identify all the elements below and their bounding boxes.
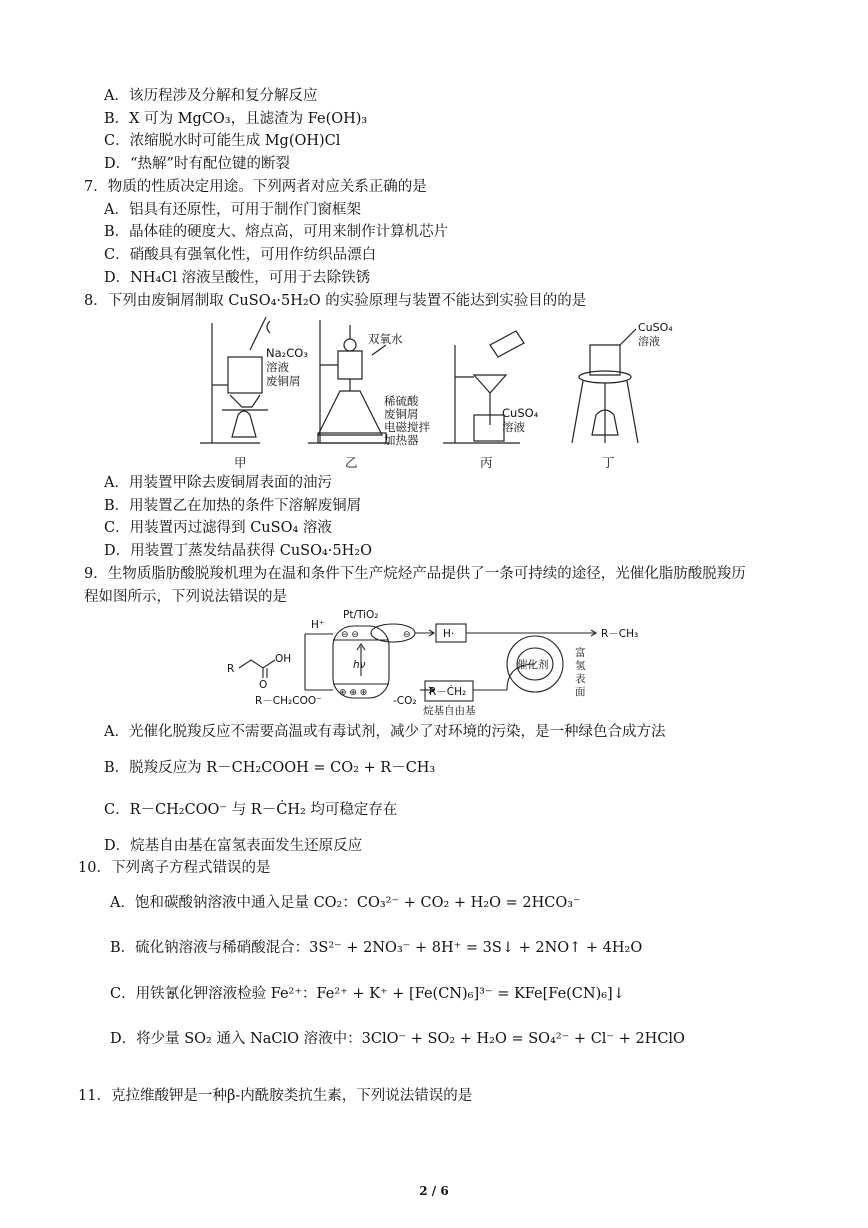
q9-catalyst: 催化剂 <box>517 659 549 671</box>
svg-text:⊖ ⊖: ⊖ ⊖ <box>341 630 359 640</box>
q8-apparatus-figure <box>190 315 673 475</box>
q10-option-a: A．饱和碳酸钠溶液中通入足量 CO₂：CO₃²⁻ + CO₂ + H₂O = 2HCO₃⁻ <box>110 895 581 911</box>
q9-stem-line2: 程如图所示，下列说法错误的是 <box>84 589 287 605</box>
page-number: 2 / 6 <box>419 1184 449 1198</box>
svg-text:⊕ ⊕ ⊕: ⊕ ⊕ ⊕ <box>339 688 368 698</box>
q9-rich-h-0: 富 <box>575 647 586 659</box>
q9-rich-h-1: 氢 <box>575 660 586 672</box>
q7-option-b: B．晶体硅的硬度大、熔点高，可用来制作计算机芯片 <box>104 224 449 240</box>
q7-stem: 7．物质的性质决定用途。下列两者对应关系正确的是 <box>84 179 427 195</box>
q9-hv: hν <box>353 659 366 671</box>
q8-yi-label-4: 加热器 <box>384 433 419 447</box>
q9-option-d: D．烷基自由基在富氢表面发生还原反应 <box>104 838 363 854</box>
q8-option-d: D．用装置丁蒸发结晶获得 CuSO₄·5H₂O <box>104 543 372 559</box>
q9-stem-line1: 9．生物质脂肪酸脱羧机理为在温和条件下生产烷烃产品提供了一条可持续的途径，光催化脂肪酸脱羧历 <box>84 566 746 582</box>
q9-reactant-o: O <box>259 679 268 691</box>
q8-jia-label-0: Na₂CO₃ <box>266 346 308 360</box>
q8-caption-jia: 甲 <box>234 455 247 470</box>
q8-yi-label-3: 电磁搅拌 <box>384 420 430 434</box>
q6-option-a: A．该历程涉及分解和复分解反应 <box>104 88 318 104</box>
q9-rich-h-3: 面 <box>575 686 586 698</box>
q9-rich-h-2: 表 <box>575 673 586 685</box>
q9-radical-label: 烷基自由基 <box>423 705 476 717</box>
q9-h-dot: H· <box>443 628 455 640</box>
q8-option-b: B．用装置乙在加热的条件下溶解废铜屑 <box>104 498 362 514</box>
q8-ding-label-0: CuSO₄ <box>638 321 673 334</box>
q9-option-a: A．光催化脱羧反应不需要高温或有毒试剂，减少了对环境的污染，是一种绿色合成方法 <box>104 724 666 740</box>
q9-reactant-r: R <box>227 663 235 675</box>
q9-carboxylate: R－CH₂COO⁻ <box>255 695 322 707</box>
q9-h-plus: H⁺ <box>311 619 325 631</box>
q8-caption-yi: 乙 <box>345 455 358 470</box>
q8-yi-label-0: 双氧水 <box>368 332 403 346</box>
q8-bing-label-1: 溶液 <box>502 420 525 434</box>
q8-caption-ding: 丁 <box>602 455 615 470</box>
q8-option-c: C．用装置丙过滤得到 CuSO₄ 溶液 <box>104 520 332 536</box>
q9-reactant-oh: OH <box>275 653 292 665</box>
q7-option-a: A．铝具有还原性，可用于制作门窗框架 <box>104 202 361 218</box>
q9-option-c: C．R－CH₂COO⁻ 与 R－ĊH₂ 均可稳定存在 <box>104 802 398 818</box>
q8-jia-label-2: 废铜屑 <box>266 374 301 388</box>
svg-text:⊖: ⊖ <box>403 630 411 640</box>
q7-option-d: D．NH₄Cl 溶液呈酸性，可用于去除铁锈 <box>104 270 371 286</box>
q8-bing-label-0: CuSO₄ <box>502 406 539 420</box>
q9-option-b: B．脱羧反应为 R－CH₂COOH = CO₂ + R－CH₃ <box>104 760 436 776</box>
q8-jia-label-1: 溶液 <box>266 360 289 374</box>
q9-product: R－CH₃ <box>601 628 639 640</box>
q7-option-c: C．硝酸具有强氧化性，可用作纺织品漂白 <box>104 247 377 263</box>
q9-radical: R－ĊH₂ <box>429 686 467 698</box>
q10-option-b: B．硫化钠溶液与稀硝酸混合：3S²⁻ + 2NO₃⁻ + 8H⁺ = 3S↓ + 2NO↑ + 4H₂O <box>110 940 643 956</box>
q9-mechanism-figure <box>225 606 685 721</box>
q8-option-a: A．用装置甲除去废铜屑表面的油污 <box>104 475 332 491</box>
q10-option-c: C．用铁氰化钾溶液检验 Fe²⁺：Fe²⁺ + K⁺ + [Fe(CN)₆]³⁻ = KFe[Fe(CN)₆]↓ <box>110 986 625 1002</box>
q6-option-c: C．浓缩脱水时可能生成 Mg(OH)Cl <box>104 133 341 149</box>
q10-stem: 10．下列离子方程式错误的是 <box>78 860 271 876</box>
q8-yi-label-1: 稀硫酸 <box>384 394 419 408</box>
q8-caption-bing: 丙 <box>480 455 493 470</box>
q10-option-d: D．将少量 SO₂ 通入 NaClO 溶液中：3ClO⁻ + SO₂ + H₂O = SO₄²⁻ + Cl⁻ + 2HClO <box>110 1031 685 1047</box>
q9-minus-co2: -CO₂ <box>393 695 417 707</box>
q8-ding-label-1: 溶液 <box>638 335 660 348</box>
q8-stem: 8．下列由废铜屑制取 CuSO₄·5H₂O 的实验原理与装置不能达到实验目的的是 <box>84 293 587 309</box>
q11-stem: 11．克拉维酸钾是一种β-内酰胺类抗生素，下列说法错误的是 <box>78 1088 473 1104</box>
q8-yi-label-2: 废铜屑 <box>384 407 419 421</box>
q6-option-b: B．X 可为 MgCO₃，且滤渣为 Fe(OH)₃ <box>104 111 368 127</box>
q9-catalyst-top: Pt/TiO₂ <box>343 609 379 621</box>
q6-option-d: D．“热解”时有配位键的断裂 <box>104 156 290 172</box>
